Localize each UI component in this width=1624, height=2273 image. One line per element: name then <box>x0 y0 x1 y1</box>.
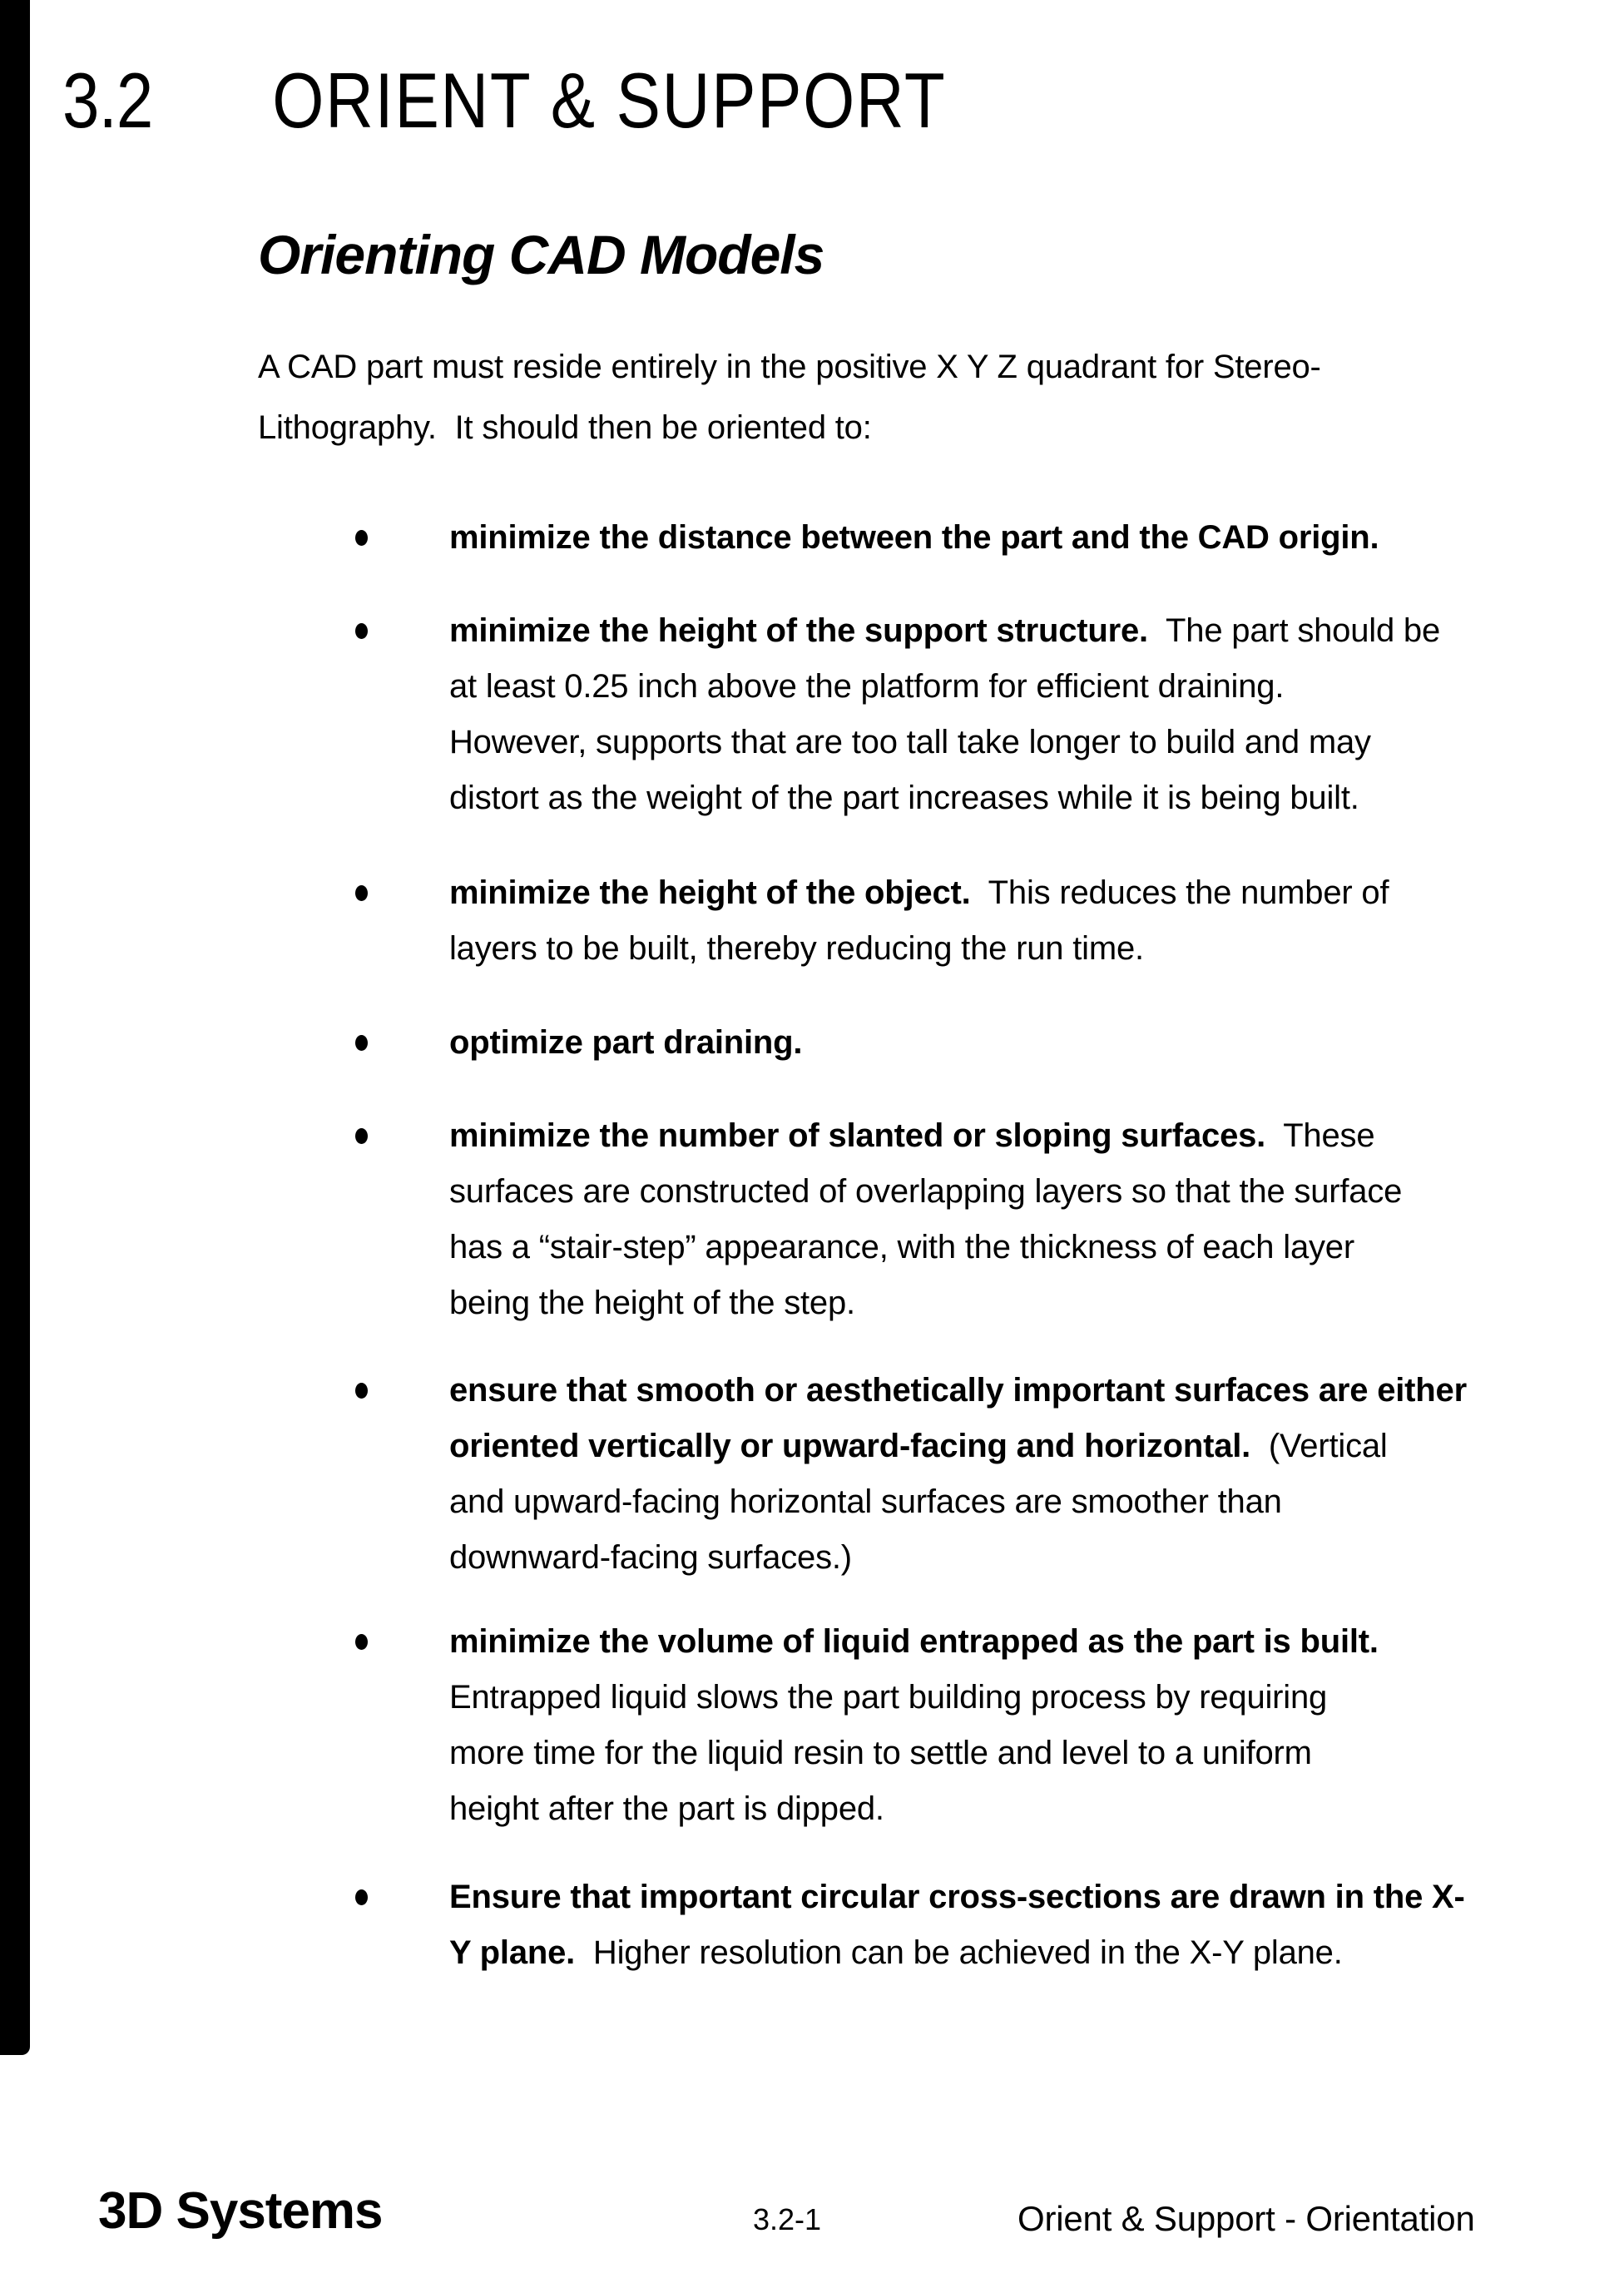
bullet-lead: ensure that smooth or aesthetically important surfaces are either oriented vertically or upward-facing and horizontal. <box>449 1372 1467 1464</box>
footer-brand: 3D Systems <box>98 2182 383 2240</box>
bullet-item <box>355 1869 1624 1981</box>
bullet-marker-icon <box>355 530 368 546</box>
bullet-rest: (Vertical and upward-facing horizontal surfaces are smoother than downward-facing surfaces.) <box>449 1428 1388 1576</box>
footer-section-label: Orient & Support - Orientation <box>1017 2199 1475 2238</box>
bullet-item <box>355 1363 1624 1586</box>
bullet-lead: optimize part draining. <box>449 1024 803 1061</box>
bullet-lead: minimize the number of slanted or sloping surfaces. <box>449 1117 1266 1154</box>
bullet-lead: minimize the height of the support structure. <box>449 612 1148 649</box>
bullet-marker-icon <box>355 1035 368 1051</box>
bullet-text <box>449 865 1624 977</box>
bullet-item <box>355 1614 1624 1837</box>
bullet-text <box>449 1869 1624 1981</box>
bullet-text <box>449 1614 1624 1837</box>
bullet-item <box>355 603 1624 826</box>
section-title: ORIENT & SUPPORT <box>272 57 947 144</box>
bullet-marker-icon <box>355 1889 368 1905</box>
bullet-item <box>355 1108 1624 1331</box>
bullet-rest: Higher resolution can be achieved in the X-Y plane. <box>575 1934 1343 1971</box>
bullet-marker-icon <box>355 623 368 639</box>
bullet-marker-icon <box>355 1383 368 1399</box>
scan-gutter-bar <box>0 0 30 2055</box>
bullet-item <box>355 1015 1624 1071</box>
section-heading <box>62 57 947 144</box>
bullet-text <box>449 1015 1624 1071</box>
bullet-text <box>449 510 1624 566</box>
bullet-rest: Entrapped liquid slows the part building process by requiring more time for the liquid resin to settle and level to a uniform height after the part is dipped. <box>449 1679 1328 1827</box>
bullet-marker-icon <box>355 1128 368 1144</box>
subsection-title: Orienting CAD Models <box>258 224 824 285</box>
bullet-lead: minimize the distance between the part and the CAD origin. <box>449 519 1379 556</box>
intro-paragraph: A CAD part must reside entirely in the positive X Y Z quadrant for Stereo- Lithography. It should then be oriented to: <box>258 349 1321 446</box>
bullet-item <box>355 510 1624 566</box>
bullet-text <box>449 1363 1624 1586</box>
bullet-marker-icon <box>355 885 368 901</box>
bullet-lead: Ensure that important circular cross-sections are drawn in the X- Y plane. <box>449 1879 1465 1971</box>
section-number: 3.2 <box>62 57 153 144</box>
bullet-rest: This reduces the number of layers to be built, thereby reducing the run time. <box>449 874 1389 967</box>
bullet-rest: The part should be at least 0.25 inch above the platform for efficient draining. However, supports that are too tall take longer to build and may distort as the weight of the part increases while it is being built. <box>449 612 1440 816</box>
bullet-item <box>355 865 1624 977</box>
bullet-text <box>449 603 1624 826</box>
bullet-text <box>449 1108 1624 1331</box>
footer-page-number: 3.2-1 <box>753 2202 822 2236</box>
bullet-lead: minimize the height of the object. <box>449 874 971 911</box>
bullet-rest: These surfaces are constructed of overlapping layers so that the surface has a “stair-step” appearance, with the thickness of each layer being the height of the step. <box>449 1117 1403 1321</box>
bullet-marker-icon <box>355 1634 368 1650</box>
bullet-lead: minimize the volume of liquid entrapped as the part is built. <box>449 1623 1379 1660</box>
